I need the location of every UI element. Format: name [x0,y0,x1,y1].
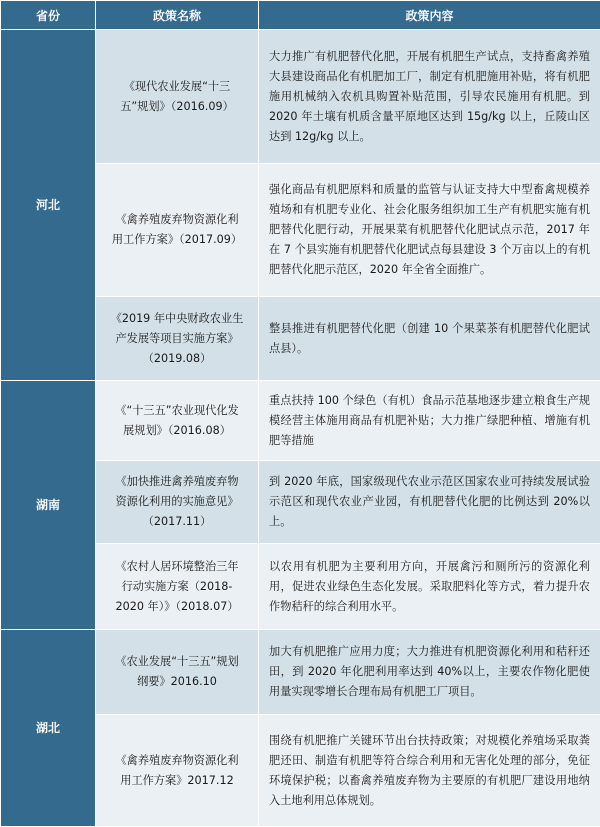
province-cell-hebei: 河北 [1,30,96,381]
table-row [1,630,600,715]
province-cell-hubei: 湖北 [1,630,96,827]
policy-content-cell: 大力推广有机肥替代化肥，开展有机肥生产试点，支持畜禽养殖大县建设商品化有机肥加工厂，制定有机肥施用补贴，将有机肥施用机械纳入农机具购置补贴范围，引导农民施用有机肥。到 2020 年土壤有机质含量平原地区达到 15g/kg 以上，丘陵山区达到 12g/kg 以上。 [259,30,600,164]
province-cell-hunan: 湖南 [1,381,96,630]
policy-name-cell: 《2019 年中央财政农业生产发展等项目实施方案》（2019.08） [96,297,259,381]
table-row [1,381,600,461]
policy-content-cell: 强化商品有机肥原料和质量的监管与认证支持大中型畜禽规模养殖场和有机肥专业化、社会化服务组织加工生产有机肥实施有机肥替代化肥行动，开展果菜有机肥替代化肥试点示范，2017 年在 7 个县实施有机肥替代化肥试点每县建设 3 个万亩以上的有机肥替代化肥示范区，2020 年全省全面推广。 [259,164,600,297]
policy-name-cell: 《现代农业发展“十三五”规划》（2016.09） [96,30,259,164]
policy-name-cell: 《农业发展“十三五”规划纲要》2016.10 [96,630,259,715]
policy-name-cell: 《禽养殖废弃物资源化利用工作方案》2017.12 [96,715,259,827]
policy-content-cell: 围绕有机肥推广关键环节出台扶持政策；对规模化养殖场采取粪肥还田、制造有机肥等符合综合利用和无害化处理的部分，免征环境保护税；以畜禽养殖废弃物为主要原的有机肥厂建设用地纳入土地利用总体规划。 [259,715,600,827]
header-province: 省份 [1,1,96,30]
header-policy-name: 政策名称 [96,1,259,30]
header-policy-content: 政策内容 [259,1,600,30]
table-row [1,30,600,164]
policy-name-cell: 《“十三五”农业现代化发展规划》（2016.08） [96,381,259,461]
policy-content-cell: 以农用有机肥为主要利用方向，开展禽污和厕所污的资源化利用，促进农业绿色生态化发展。采取肥料化等方式，着力提升农作物秸秆的综合利用水平。 [259,544,600,630]
policy-name-cell: 《加快推进禽养殖废弃物资源化利用的实施意见》（2017.11） [96,461,259,544]
header-row [1,1,600,30]
policy-content-cell: 加大有机肥推广应用力度；大力推进有机肥资源化利用和秸秆还田，到 2020 年化肥利用率达到 40%以上，主要农作物化肥使用量实现零增长合理布局有机肥工厂项目。 [259,630,600,715]
policy-content-cell: 整县推进有机肥替代化肥（创建 10 个果菜茶有机肥替代化肥试点县）。 [259,297,600,381]
policy-name-cell: 《禽养殖废弃物资源化利用工作方案》（2017.09） [96,164,259,297]
policy-content-cell: 到 2020 年底，国家级现代农业示范区国家农业可持续发展试验示范区和现代农业产业园，有机肥替代化肥的比例达到 20%以上。 [259,461,600,544]
policy-name-cell: 《农村人居环境整治三年行动实施方案（2018-2020 年）》（2018.07） [96,544,259,630]
policy-content-cell: 重点扶持 100 个绿色（有机）食品示范基地逐步建立粮食生产规模经营主体施用商品有机肥补贴；大力推广绿肥种植、增施有机肥等措施 [259,381,600,461]
